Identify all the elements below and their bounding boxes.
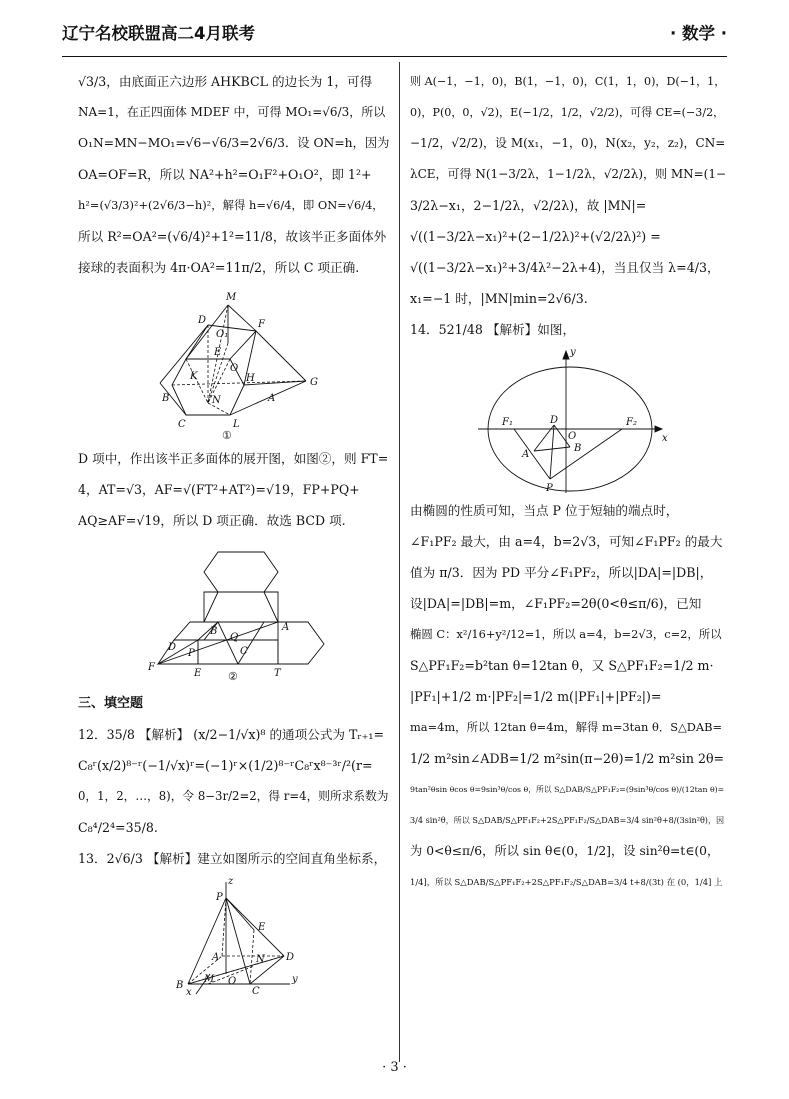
text-line: 3/2λ−x₁，2−1/2λ，√2/2λ)，故 |MN|= [410, 198, 647, 213]
text-line: 设|DA|=|DB|=m，∠F₁PF₂=2θ(0<θ≤π/6)，已知 [410, 596, 702, 611]
figure-2-net [78, 536, 389, 682]
text-line: AQ≥AF=√19，所以 D 项正确．故选 BCD 项. [78, 513, 346, 528]
label-c: C [178, 419, 186, 430]
text-line: ma=4m，所以 12tan θ=4m，解得 m=3tan θ．S△DAB= [410, 720, 723, 734]
text-line: S△PF₁F₂=b²tan θ=12tan θ，又 S△PF₁F₂=1/2 m· [410, 658, 714, 673]
text-line: 13．2√6/3 【解析】建立如图所示的空间直角坐标系， [78, 851, 387, 866]
figure-3-pyramid [78, 874, 389, 996]
label-f: F [258, 319, 265, 330]
text-line: 4，AT=√3，AF=√(FT²+AT²)=√19，FP+PQ+ [78, 482, 360, 497]
left-block-1 [78, 66, 389, 283]
label-b: B [574, 443, 582, 454]
label-d: D [550, 415, 559, 426]
text-line: 0，1，2，…，8)，令 8−3r/2=2，得 r=4，则所求系数为 [78, 789, 389, 803]
label-n: N [212, 395, 221, 406]
label-g: G [310, 377, 318, 388]
label-t: T [274, 668, 281, 679]
label-k: K [190, 371, 198, 382]
label-n: N [256, 954, 265, 965]
label-l: L [233, 419, 240, 430]
text-line: 椭圆 C：x²/16+y²/12=1，所以 a=4，b=2√3，c=2，所以 [410, 627, 722, 641]
label-x: x [186, 987, 192, 996]
question-13 [78, 843, 389, 874]
label-b: B [162, 393, 170, 404]
label-q: Q [230, 632, 239, 643]
subject-label: · 数学 · [669, 24, 727, 43]
text-line: C₈⁴/2⁴=35/8. [78, 820, 158, 835]
right-block-2 [410, 495, 726, 898]
text-line: 接球的表面积为 4π·OA²=11π/2，所以 C 项正确. [78, 260, 360, 275]
right-column [410, 66, 726, 898]
text-line: x₁=−1 时，|MN|min=2√6/3. [410, 291, 588, 306]
text-line: 1/2 m²sin∠ADB=1/2 m²sin(π−2θ)=1/2 m²sin 2θ= [410, 751, 725, 766]
label-b: B [176, 980, 184, 991]
text-line: 0)，P(0，0，√2)，E(−1/2，1/2，√2/2)，可得 CE=(−3/2， [410, 106, 725, 119]
text-line: OA=OF=R，所以 NA²+h²=O₁F²+O₁O²，即 1²+ [78, 167, 372, 182]
text-line: ∠F₁PF₂ 最大，由 a=4，b=2√3，可知∠F₁PF₂ 的最大 [410, 534, 723, 549]
header-rule [62, 56, 727, 57]
label-e: E [194, 668, 202, 679]
figure-2-caption: ② [228, 670, 238, 682]
left-column [78, 66, 389, 996]
figure-1-polyhedron [78, 283, 389, 443]
label-p: P [188, 648, 195, 659]
text-line: O₁N=MN−MO₁=√6−√6/3=2√6/3．设 ON=h，因为 [78, 136, 389, 150]
label-o: O [568, 431, 577, 442]
column-divider [399, 62, 400, 1062]
label-y: y [570, 347, 576, 358]
text-line: √3/3，由底面正六边形 AHKBCL 的边长为 1，可得 [78, 74, 373, 89]
label-f: F [148, 662, 155, 673]
exam-title: 辽宁名校联盟高二4月联考 [62, 24, 255, 43]
label-e: E [214, 347, 222, 358]
text-line: D 项中，作出该半正多面体的展开图，如图②，则 FT= [78, 451, 389, 466]
text-line: λCE，可得 N(1−3/2λ，1−1/2λ，√2/2λ)，则 MN=(1− [410, 167, 726, 181]
section-title-fill-in: 三、填空题 [78, 696, 144, 711]
text-line: 14．521/48 【解析】如图， [410, 322, 576, 337]
label-o: O [228, 976, 237, 987]
label-a: A [212, 952, 220, 963]
text-line: C₈ʳ(x/2)⁸⁻ʳ(−1/√x)ʳ=(−1)ʳ×(1/2)⁸⁻ʳC₈ʳx⁸⁻³ʳ/²(r= [78, 758, 373, 773]
label-p: P [216, 892, 223, 903]
label-d: D [168, 642, 177, 653]
label-d: D [198, 315, 207, 326]
text-line: √((1−3/2λ−x₁)²+(2−1/2λ)²+(√2/2λ)²) = [410, 229, 661, 244]
figure-1-caption: ① [222, 429, 232, 442]
question-14-head [410, 314, 726, 345]
label-c: C [240, 646, 248, 657]
text-line: −1/2，√2/2)，设 M(x₁，−1，0)，N(x₂，y₂，z₂)，CN= [410, 136, 726, 150]
label-x: x [662, 433, 668, 444]
label-d: D [286, 952, 295, 963]
text-line: NA=1，在正四面体 MDEF 中，可得 MO₁=√6/3，所以 [78, 105, 386, 119]
label-e: E [258, 922, 266, 933]
text-line: 值为 π/3．因为 PD 平分∠F₁PF₂，所以|DA|=|DB|， [410, 565, 713, 580]
label-a: A [268, 393, 276, 404]
text-line: 9tan²θsin θcos θ=9sin³θ/cos θ，所以 S△DAB/S△PF₁F₂=(9sin³θ/cos θ)/(12tan θ)= [410, 785, 725, 794]
label-y: y [292, 974, 298, 985]
text-line: 3/4 sin²θ，所以 S△DAB/S△PF₁F₂+2S△PF₁F₂/S△DAB=3/4 sin²θ+8/(3sin²θ)，因 [410, 815, 725, 825]
text-line: 由椭圆的性质可知，当点 P 位于短轴的端点时， [410, 503, 679, 518]
label-a: A [282, 622, 290, 633]
text-line: |PF₁|+1/2 m·|PF₂|=1/2 m(|PF₁|+|PF₂|)= [410, 689, 662, 704]
text-line: 所以 R²=OA²=(√6/4)²+1²=11/8，故该半正多面体外 [78, 229, 387, 244]
page-number: · 3 · [382, 1060, 407, 1075]
label-a: A [522, 449, 530, 460]
text-line: 1/4]，所以 S△DAB/S△PF₁F₂+2S△PF₁F₂/S△DAB=3/4 t+8/(3t) 在 (0，1/4] 上 [410, 877, 723, 887]
text-line: 为 0<θ≤π/6，所以 sin θ∈(0，1/2]，设 sin²θ=t∈(0， [410, 844, 720, 858]
text-line: √((1−3/2λ−x₁)²+3/4λ²−2λ+4)，当且仅当 λ=4/3， [410, 260, 720, 275]
label-f2: F₂ [626, 417, 637, 428]
text-line: h²=(√3/3)²+(2√6/3−h)²，解得 h=√6/4，即 ON=√6/4， [78, 198, 384, 212]
right-block-1 [410, 66, 726, 314]
label-o1: O₁ [216, 329, 229, 340]
label-p: P [546, 483, 553, 494]
question-12 [78, 719, 389, 843]
label-z: z [228, 876, 234, 887]
label-c: C [252, 986, 260, 996]
label-h: H [246, 373, 255, 384]
label-b: B [210, 626, 218, 637]
label-o: O [230, 363, 239, 374]
page-header [62, 12, 727, 52]
label-m: M [226, 292, 237, 303]
label-m: M [204, 974, 215, 985]
text-line: 12．35/8 【解析】 (x/2−1/√x)⁸ 的通项公式为 Tᵣ₊₁= [78, 727, 385, 742]
label-f1: F₁ [502, 417, 513, 428]
text-line: 则 A(−1，−1，0)，B(1，−1，0)，C(1，1，0)，D(−1，1， [410, 75, 726, 88]
left-block-2 [78, 443, 389, 536]
figure-4-ellipse [410, 345, 726, 495]
